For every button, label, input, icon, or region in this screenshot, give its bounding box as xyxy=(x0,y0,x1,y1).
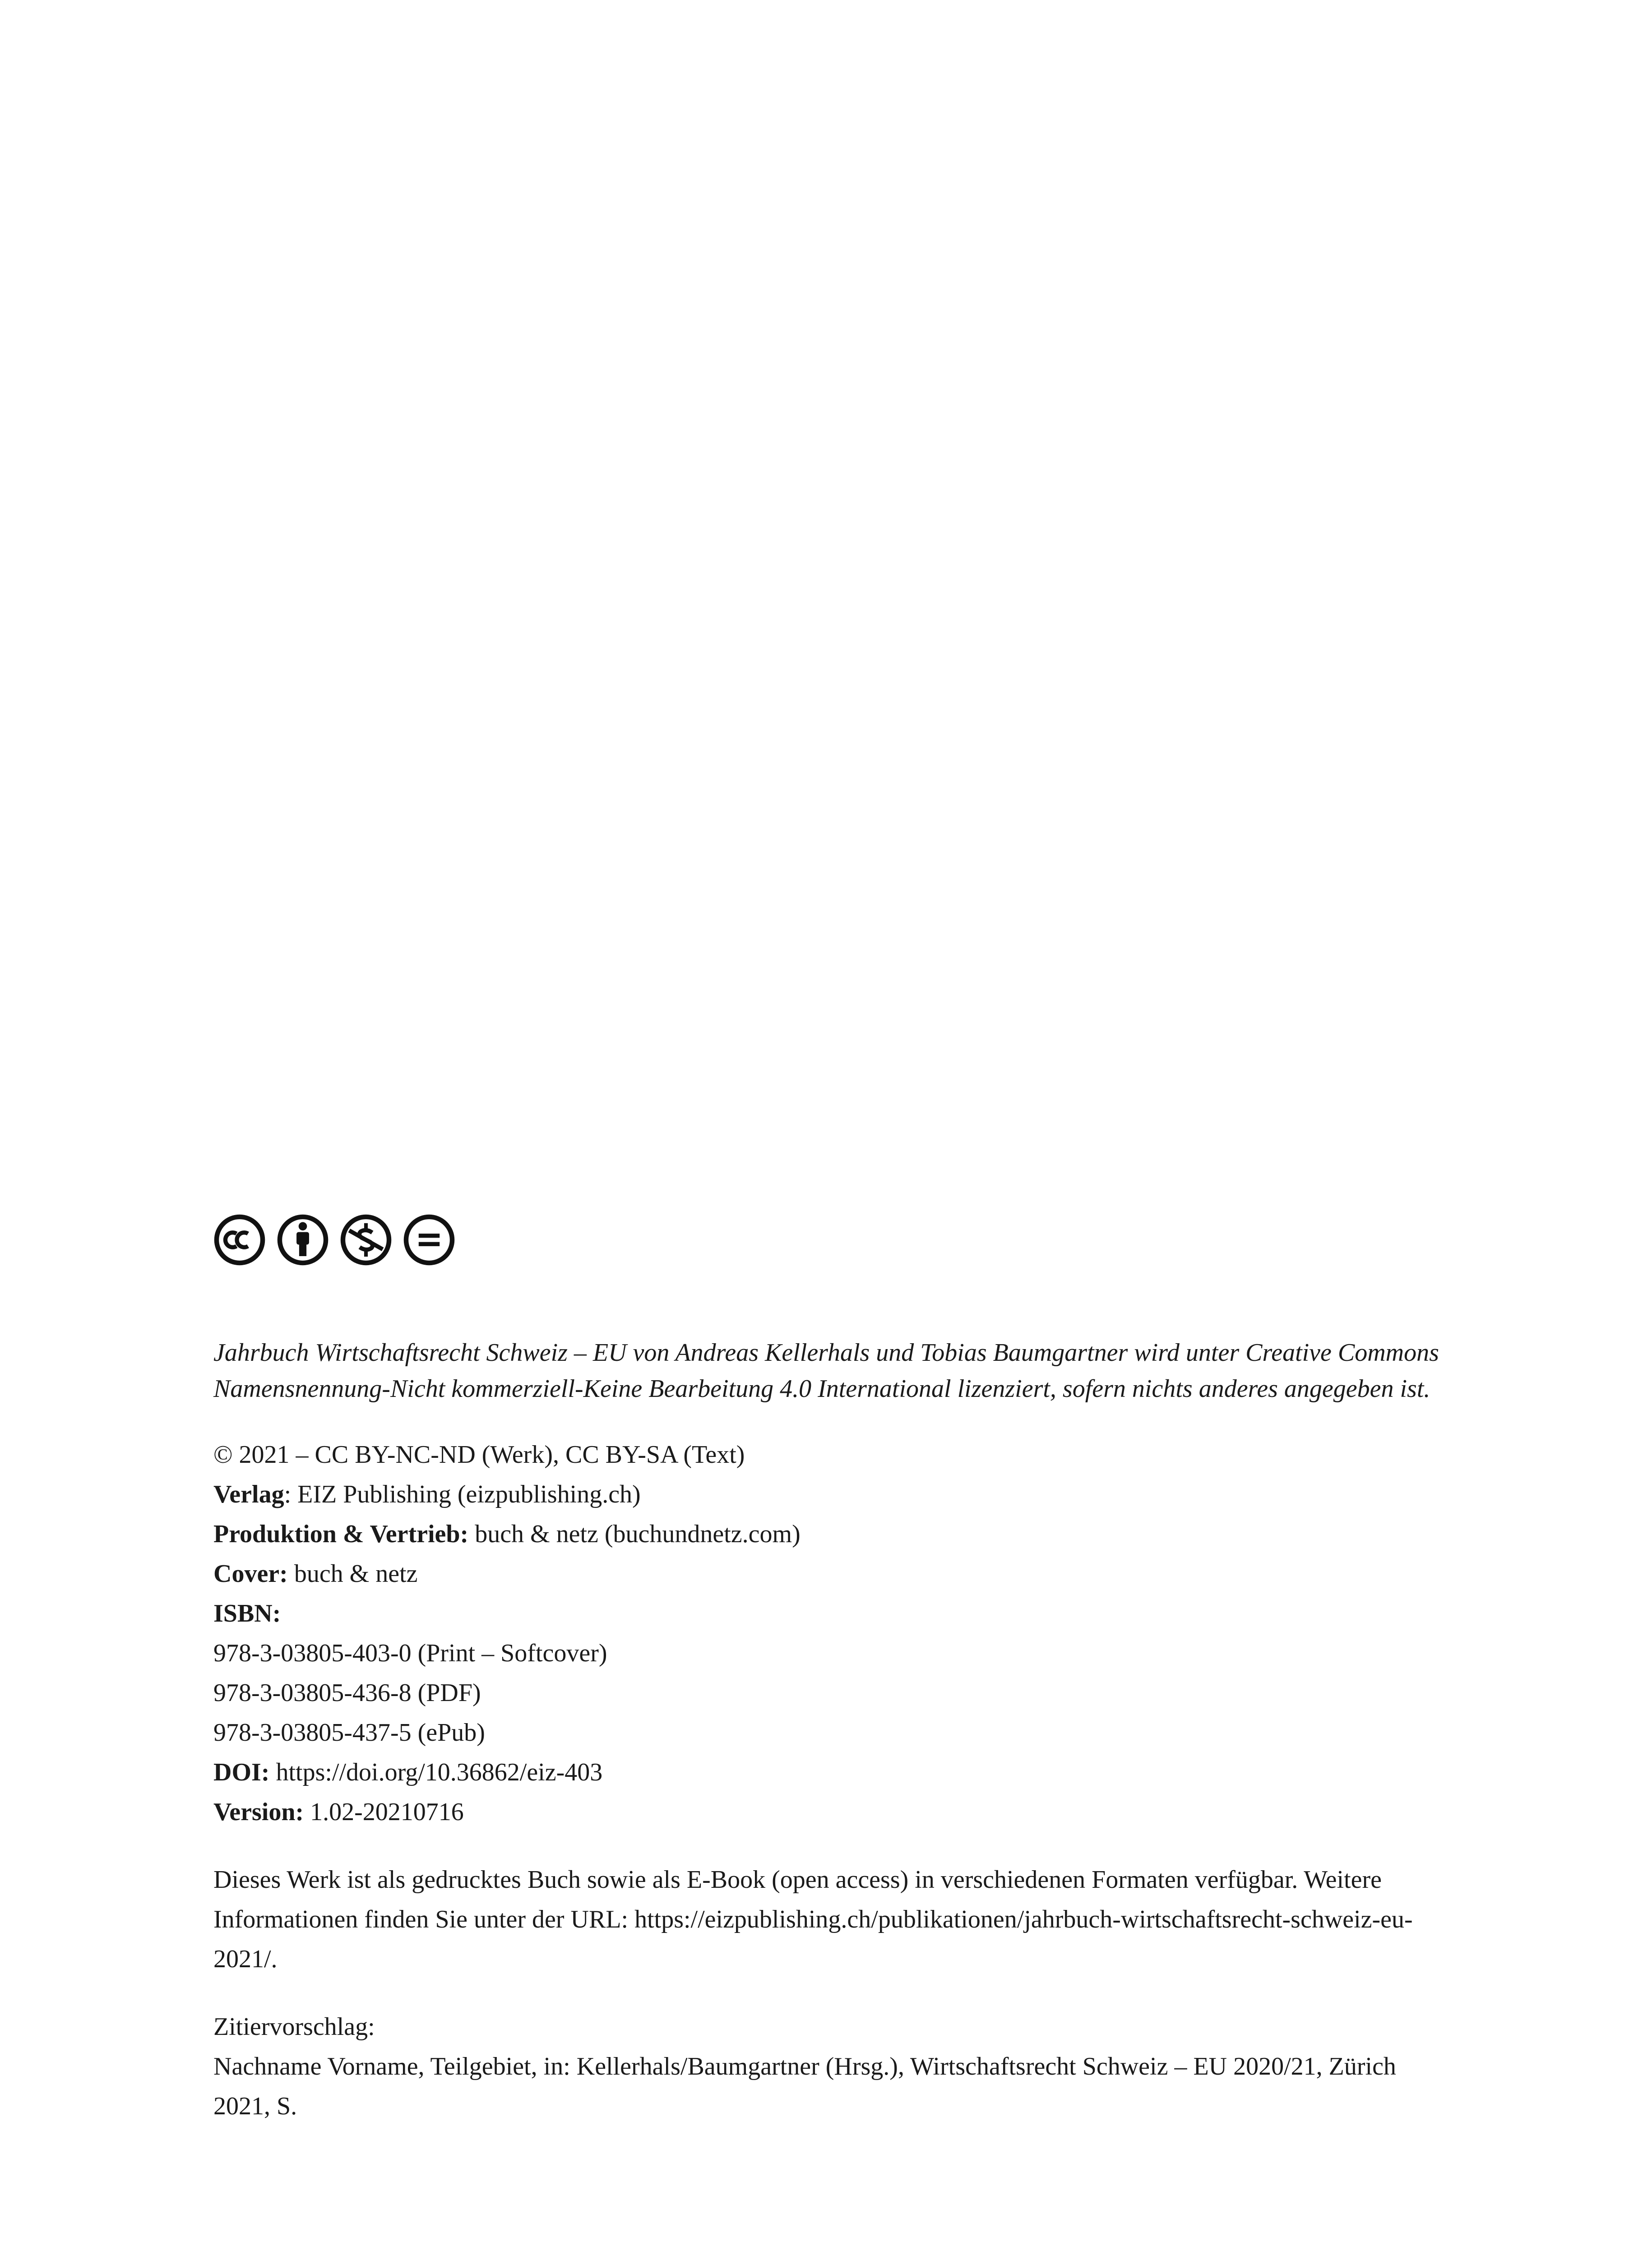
cc-icon xyxy=(213,1214,266,1266)
isbn-line xyxy=(213,1594,1441,1633)
produktion-value: buch & netz (buchundnetz.com) xyxy=(468,1520,801,1548)
license-statement: Jahrbuch Wirtschaftsrecht Schweiz – EU von Andreas Kellerhals und Tobias Baumgartner wird unter Creative Commons Namensnennung-Nicht kommerziell-Keine Bearbeitung 4.0 International lizenziert, sofern nichts anderes angegeben ist. xyxy=(213,1339,1439,1403)
doi-line xyxy=(213,1752,1441,1792)
doi-label: DOI: xyxy=(213,1758,270,1786)
copyright-line: © 2021 – CC BY-NC-ND (Werk), CC BY-SA (Text) xyxy=(213,1441,745,1469)
version-line xyxy=(213,1792,1441,1832)
verlag-line xyxy=(213,1475,1441,1514)
availability-note: Dieses Werk ist als gedrucktes Buch sowie als E-Book (open access) in verschiedenen Formaten verfügbar. Weitere Informationen finden Sie unter der URL: https://eizpublishing.ch/publikationen/jahrbuch-wirtschaftsrecht-schweiz-eu-2021/. xyxy=(213,1866,1413,1973)
version-label: Version: xyxy=(213,1798,304,1826)
nc-icon xyxy=(340,1214,392,1266)
doi-value: https://doi.org/10.36862/eiz-403 xyxy=(269,1758,603,1786)
publication-details xyxy=(213,1475,1441,1832)
isbn-print: 978-3-03805-403-0 (Print – Softcover) xyxy=(213,1639,607,1667)
cover-value: buch & netz xyxy=(287,1560,418,1588)
citation-text: Nachname Vorname, Teilgebiet, in: Kellerhals/Baumgartner (Hrsg.), Wirtschaftsrecht Schweiz – EU 2020/21, Zürich 2021, S. xyxy=(213,2053,1396,2120)
isbn-pdf: 978-3-03805-436-8 (PDF) xyxy=(213,1679,481,1707)
citation-block xyxy=(213,2007,1441,2126)
cover-line xyxy=(213,1554,1441,1594)
cover-label: Cover: xyxy=(213,1560,288,1588)
nd-icon xyxy=(403,1214,455,1266)
imprint-block xyxy=(213,1214,1441,2126)
license-icons xyxy=(213,1214,1441,1267)
verlag-label: Verlag xyxy=(213,1480,284,1508)
verlag-value: : EIZ Publishing (eizpublishing.ch) xyxy=(284,1480,641,1508)
isbn-label: ISBN: xyxy=(213,1600,281,1627)
produktion-line xyxy=(213,1514,1441,1554)
version-value: 1.02-20210716 xyxy=(304,1798,464,1826)
isbn-epub: 978-3-03805-437-5 (ePub) xyxy=(213,1719,485,1747)
citation-label: Zitiervorschlag: xyxy=(213,2013,375,2041)
by-icon xyxy=(277,1214,329,1266)
produktion-label: Produktion & Vertrieb: xyxy=(213,1520,469,1548)
